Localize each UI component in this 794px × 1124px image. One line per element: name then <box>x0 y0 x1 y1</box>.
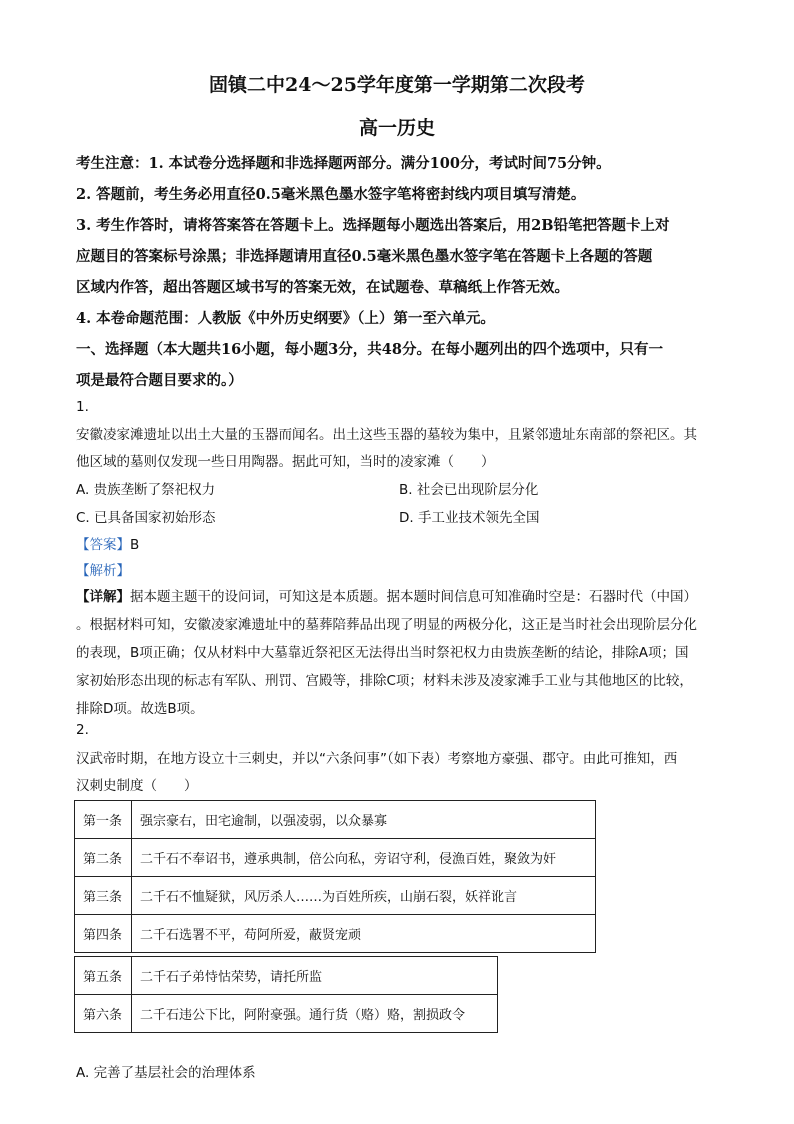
table-row <box>75 957 498 995</box>
detail-line-1 <box>76 585 697 605</box>
notice-line-4: 应题目的答案标号涂黑；非选择题请用直径0.5毫米黑色墨水签字笔在答题卡上各题的答题 <box>76 248 653 265</box>
q2-stem-2: 汉刺史制度（ ） <box>76 778 198 794</box>
table-row <box>75 995 498 1033</box>
q1-option-d: D. 手工业技术领先全国 <box>399 510 540 526</box>
detail-tag: 【详解】 <box>76 589 130 605</box>
table-cell-value: 二千石违公下比，阿附豪强。通行货（赂）赂，割损政令 <box>132 995 498 1033</box>
table-row <box>75 839 596 877</box>
q2-number: 2. <box>76 722 89 738</box>
notice-line-1: 考生注意：1. 本试卷分选择题和非选择题两部分。满分100分，考试时间75分钟。 <box>76 155 611 172</box>
q2-option-a: A. 完善了基层社会的治理体系 <box>76 1065 256 1081</box>
q1-option-a: A. 贵族垄断了祭祀权力 <box>76 482 216 498</box>
table-row <box>75 877 596 915</box>
table-cell-key: 第五条 <box>75 957 132 995</box>
q1-option-b: B. 社会已出现阶层分化 <box>399 482 539 498</box>
answer-value: B <box>130 537 140 553</box>
detail-line-4: 家初始形态出现的标志有军队、刑罚、宫殿等，排除C项；材料未涉及凌家滩手工业与其他地区的比较， <box>76 673 693 689</box>
detail-line-2: 。根据材料可知，安徽凌家滩遗址中的墓葬陪葬品出现了明显的两极分化，这正是当时社会出现阶层分化 <box>76 617 697 633</box>
exam-title: 固镇二中24～25学年度第一学期第二次段考 <box>209 74 585 96</box>
q1-answer-row <box>76 533 139 553</box>
table-cell-key: 第一条 <box>75 801 132 839</box>
table-cell-value: 二千石不奉诏书，遵承典制，倍公向私，旁诏守利，侵漁百姓，聚敛为奸 <box>132 839 596 877</box>
q2-stem-1: 汉武帝时期，在地方设立十三刺史，并以“六条问事”（如下表）考察地方豪强、郡守。由此可推知，西 <box>76 751 678 767</box>
q1-option-c: C. 已具备国家初始形态 <box>76 510 216 526</box>
table-cell-value: 二千石选署不平，苟阿所爱，蔽贤宠顽 <box>132 915 596 953</box>
detail-line-5: 排除D项。故选B项。 <box>76 701 204 717</box>
q1-stem-1: 安徽凌家滩遗址以出土大量的玉器而闻名。出土这些玉器的墓较为集中，且紧邻遗址东南部的祭祀区。其 <box>76 427 697 443</box>
section-heading-2: 项是最符合题目要求的。） <box>76 372 243 389</box>
notice-line-2: 2. 答题前，考生务必用直径0.5毫米黑色墨水签字笔将密封线内项目填写清楚。 <box>76 186 586 203</box>
notice-line-3: 3. 考生作答时，请将答案答在答题卡上。选择题每小题选出答案后，用2B铅笔把答题卡上对 <box>76 217 670 234</box>
table-cell-value: 强宗豪右，田宅逾制，以强凌弱，以众暴寡 <box>132 801 596 839</box>
q1-number: 1. <box>76 399 89 415</box>
table-cell-key: 第二条 <box>75 839 132 877</box>
table-cell-key: 第三条 <box>75 877 132 915</box>
table-cell-value: 二千石不恤疑狱，风厉杀人……为百姓所疾，山崩石裂，妖祥讹言 <box>132 877 596 915</box>
table-cell-key: 第六条 <box>75 995 132 1033</box>
q1-stem-2: 他区域的墓则仅发现一些日用陶器。据此可知，当时的凌家滩（ ） <box>76 454 495 470</box>
notice-line-6: 4. 本卷命题范围：人教版《中外历史纲要》（上）第一至六单元。 <box>76 310 495 327</box>
table-cell-key: 第四条 <box>75 915 132 953</box>
answer-tag: 【答案】 <box>76 537 130 553</box>
six-articles-table-lower <box>74 956 498 1033</box>
analysis-tag: 【解析】 <box>76 563 130 579</box>
six-articles-table-upper <box>74 800 596 953</box>
section-heading-1: 一、选择题（本大题共16小题，每小题3分，共48分。在每小题列出的四个选项中，只有一 <box>76 341 663 358</box>
exam-subtitle: 高一历史 <box>358 117 435 139</box>
table-row <box>75 915 596 953</box>
table-cell-value: 二千石子弟恃怙荣势，请托所监 <box>132 957 498 995</box>
table-row <box>75 801 596 839</box>
notice-line-5: 区域内作答，超出答题区域书写的答案无效，在试题卷、草稿纸上作答无效。 <box>76 279 569 296</box>
detail-line-3: 的表现，B项正确；仅从材料中大墓靠近祭祀区无法得出当时祭祀权力由贵族垄断的结论，排除A项；国 <box>76 645 689 661</box>
detail-text-1: 据本题主题干的设问词，可知这是本质题。据本题时间信息可知准确时空是：石器时代（中国） <box>130 589 697 605</box>
